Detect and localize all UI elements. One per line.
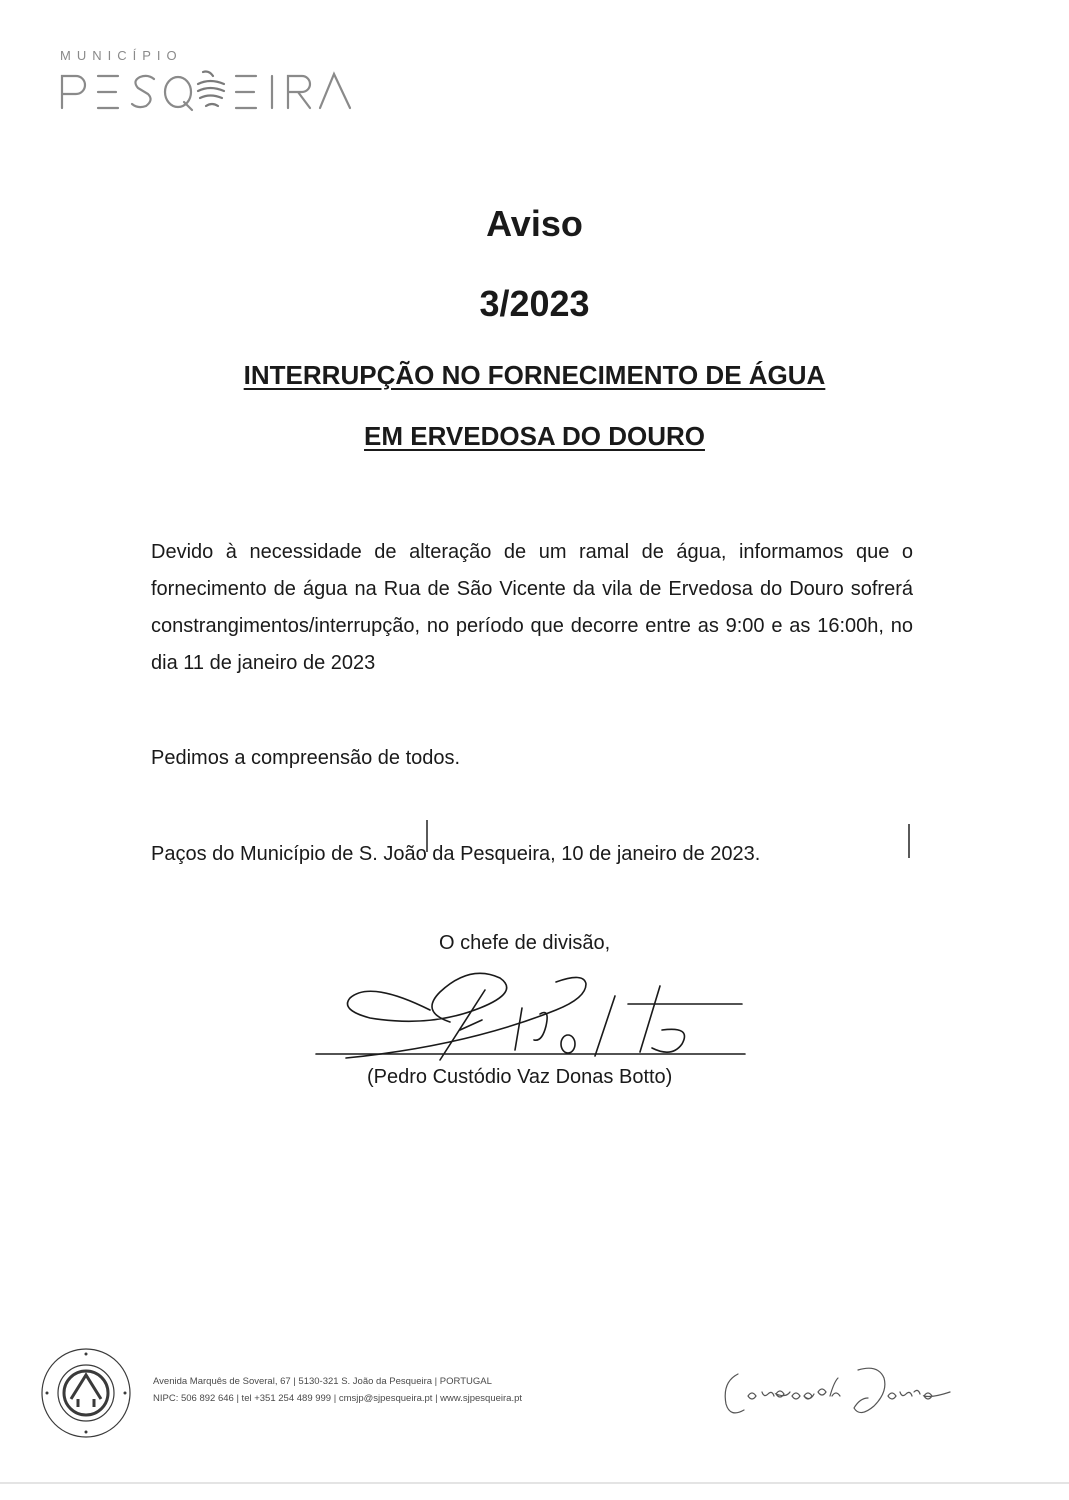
notice-subtitle-line1: INTERRUPÇÃO NO FORNECIMENTO DE ÁGUA — [243, 360, 826, 390]
place-date-line: Paços do Município de S. João da Pesqueira, 10 de janeiro de 2023. — [151, 843, 761, 865]
footer-address: Avenida Marquês de Soveral, 67 | 5130-321 S. João da Pesqueira | PORTUGAL — [153, 1376, 492, 1387]
footer-contact-block — [153, 1373, 522, 1407]
signer-role: O chefe de divisão, — [439, 932, 611, 954]
notice-number: 3/2023 — [479, 283, 590, 324]
municipality-logo — [60, 66, 360, 116]
body-paragraph-closing: Pedimos a compreensão de todos. — [151, 747, 461, 769]
pen-mark — [422, 818, 432, 854]
pen-mark — [905, 822, 913, 862]
tagline-script-logo — [718, 1362, 968, 1422]
notice-subtitle-line2: EM ERVEDOSA DO DOURO — [364, 421, 705, 451]
body-paragraph-main: Devido à necessidade de alteração de um ramal de água, informamos que o fornecimento de água na Rua de São Vicente da vila de Ervedosa do Douro sofrerá constrangimentos/interrupção, no período que decorre entre as 9:00 e as 16:00h, no dia 11 de janeiro de 2023 — [151, 541, 913, 674]
notice-title: Aviso — [486, 203, 583, 244]
world-heritage-seal-icon — [38, 1345, 134, 1441]
handwritten-signature — [310, 960, 760, 1070]
bottom-divider — [0, 1482, 1069, 1484]
footer-contacts: NIPC: 506 892 646 | tel +351 254 489 999 | cmsjp@sjpesqueira.pt | www.sjpesqueira.pt — [153, 1393, 523, 1404]
logo-caption: MUNICÍPIO — [60, 48, 183, 63]
signer-name: (Pedro Custódio Vaz Donas Botto) — [367, 1066, 673, 1088]
